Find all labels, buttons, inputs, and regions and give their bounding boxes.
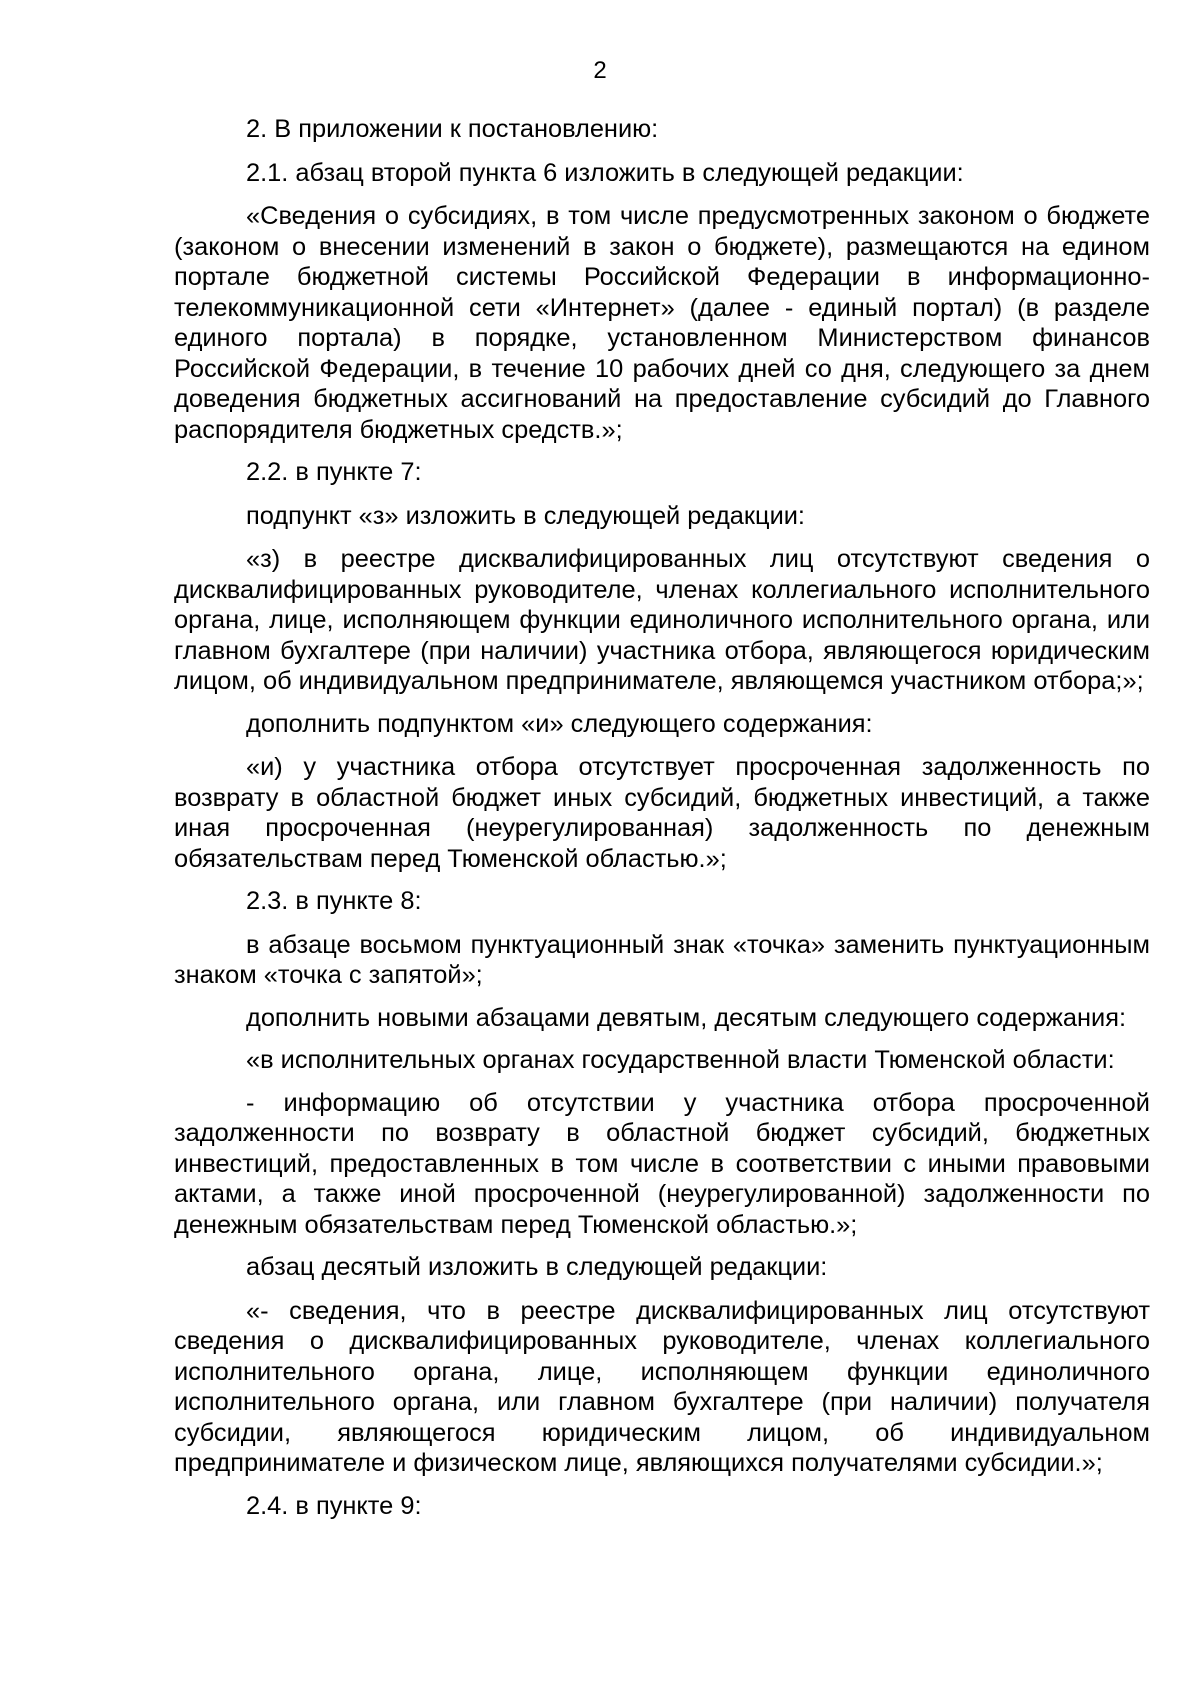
page-number: 2 [593,57,607,84]
paragraph-debt-info: - информацию об отсутствии у участника отбора просроченной задолженности по возврату в областной бюджет субсидий, бюджетных инвестиций, предоставленных в том числе в соответствии с иными правовыми актами, а также иной просроченной (неурегулированной) задолженности по денежным обязательствам перед Тюменской областью.»; [174,1088,1150,1239]
document-body [174,114,1150,1534]
paragraph-tenth-intro: абзац десятый изложить в следующей редакции: [246,1253,828,1281]
paragraph-item-2: 2. В приложении к постановлению: [246,115,659,143]
paragraph-subpoint-z-intro: подпункт «з» изложить в следующей редакции: [246,501,805,530]
paragraph-item-2-1: 2.1. абзац второй пункта 6 изложить в следующей редакции: [246,158,964,187]
paragraph-item-2-4: 2.4. в пункте 9: [246,1491,422,1520]
paragraph-new-paragraphs-intro: дополнить новыми абзацами девятым, десятым следующего содержания: [246,1003,1127,1032]
paragraph-disqualified-info: «- сведения, что в реестре дисквалифицированных лиц отсутствуют сведения о дисквалифицированных руководителе, членах коллегиального исполнительного органа, лице, исполняющем функции единоличного исполнительного органа, или главном бухгалтере (при наличии) получателя субсидии, являющегося юридическим лицом, об индивидуальном предпринимателе и физическом лице, являющихся получателями субсидии.»; [174,1296,1150,1477]
paragraph-subpoint-z: «з) в реестре дисквалифицированных лиц отсутствуют сведения о дисквалифицированных руководителе, членах коллегиального исполнительного органа, лице, исполняющем функции единоличного исполнительного органа, или главном бухгалтере (при наличии) участника отбора, являющегося юридическим лицом, об индивидуальном предпринимателе, являющемся участником отбора;»; [174,545,1150,695]
paragraph-subsidy-info: «Сведения о субсидиях, в том числе предусмотренных законом о бюджете (законом о внесении изменений в закон о бюджете), размещаются на едином портале бюджетной системы Российской Федерации в информационно-телекоммуникационной сети «Интернет» (далее - единый портал) (в разделе единого портала) в порядке, установленном Министерством финансов Российской Федерации, в течение 10 рабочих дней со дня, следующего за днем доведения бюджетных ассигнований на предоставление субсидий до Главного распорядителя бюджетных средств.»; [174,202,1150,444]
paragraph-executive-bodies: «в исполнительных органах государственной власти Тюменской области: [246,1046,1115,1074]
paragraph-subpoint-i: «и) у участника отбора отсутствует просроченная задолженность по возврату в областной бюджет иных субсидий, бюджетных инвестиций, а также иная просроченная (неурегулированная) задолженность по денежным обязательствам перед Тюменской областью.»; [174,753,1150,873]
paragraph-item-2-2: 2.2. в пункте 7: [246,458,422,486]
paragraph-item-2-3: 2.3. в пункте 8: [246,887,422,915]
paragraph-paragraph-eight: в абзаце восьмом пунктуационный знак «точка» заменить пунктуационным знаком «точка с запятой»; [174,930,1150,989]
paragraph-subpoint-i-intro: дополнить подпунктом «и» следующего содержания: [246,709,873,738]
